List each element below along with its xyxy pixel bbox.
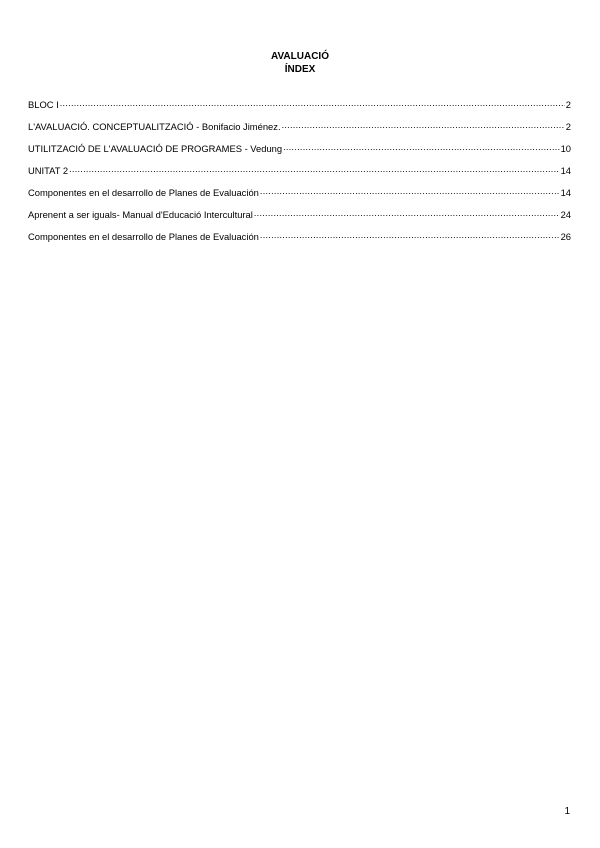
toc-entry-label: UTILITZACIÓ DE L'AVALUACIÓ DE PROGRAMES - Vedung	[28, 143, 283, 154]
toc-dot-leader	[60, 98, 565, 108]
toc-entry[interactable]	[28, 186, 571, 208]
toc-entry-label: BLOC I	[28, 99, 59, 110]
toc-entry-page: 26	[560, 231, 571, 242]
toc-entry-label: Componentes en el desarrollo de Planes de Evaluación	[28, 187, 259, 198]
toc-dot-leader	[260, 230, 560, 240]
toc-entry-page: 10	[560, 143, 571, 154]
toc-entry-label: UNITAT 2	[28, 165, 69, 176]
title-block	[0, 50, 600, 76]
toc-entry-page: 2	[565, 121, 571, 132]
toc-entry-label: L'AVALUACIÓ. CONCEPTUALITZACIÓ - Bonifacio Jiménez.	[28, 121, 281, 132]
toc-entry[interactable]	[28, 208, 571, 230]
toc-dot-leader	[254, 208, 560, 218]
toc-dot-leader	[69, 164, 559, 174]
toc-entry-page: 2	[565, 99, 571, 110]
toc-entry[interactable]	[28, 120, 571, 142]
toc-dot-leader	[260, 186, 560, 196]
table-of-contents	[28, 98, 571, 252]
toc-entry-page: 14	[560, 187, 571, 198]
toc-entry[interactable]	[28, 164, 571, 186]
document-title: AVALUACIÓ	[271, 51, 329, 62]
toc-entry-page: 24	[560, 209, 571, 220]
toc-dot-leader	[283, 142, 559, 152]
toc-entry-label: Componentes en el desarrollo de Planes de Evaluación	[28, 231, 259, 242]
toc-entry[interactable]	[28, 98, 571, 120]
document-subtitle: ÍNDEX	[284, 64, 316, 75]
toc-dot-leader	[282, 120, 565, 130]
toc-entry[interactable]	[28, 142, 571, 164]
toc-entry-label: Aprenent a ser iguals- Manual d'Educació Intercultural	[28, 209, 253, 220]
toc-entry[interactable]	[28, 230, 571, 252]
page-number: 1	[564, 806, 570, 817]
toc-entry-page: 14	[560, 165, 571, 176]
